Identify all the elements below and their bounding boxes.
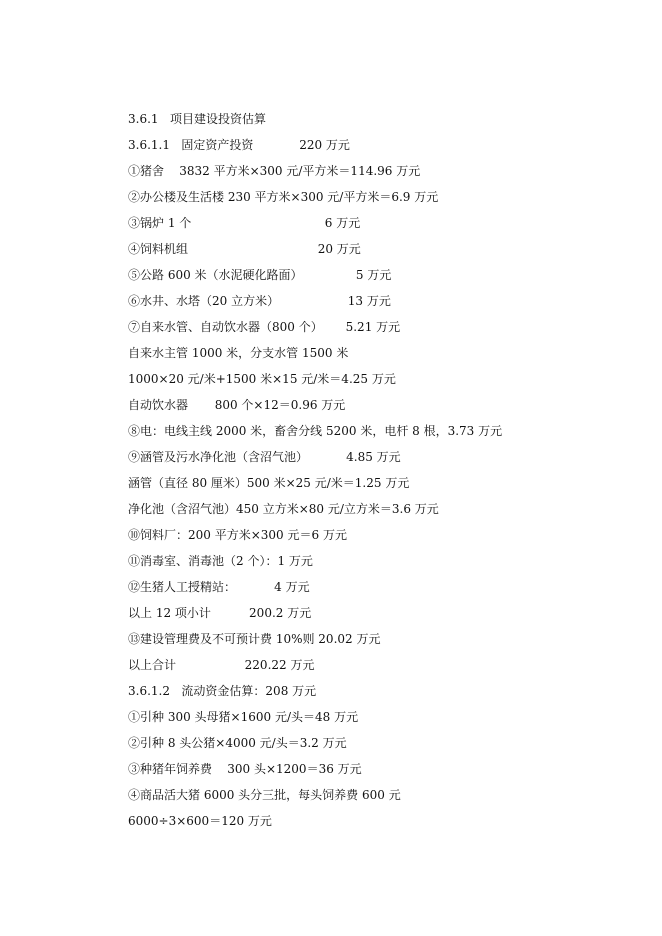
- text-line: ①引种 300 头母猪×1600 元/头＝48 万元: [128, 710, 359, 724]
- subsection-heading: 3.6.1.1 固定资产投资 220 万元: [128, 138, 350, 152]
- text-line: ④商品活大猪 6000 头分三批，每头饲养费 600 元: [128, 788, 401, 802]
- text-line: ⑫生猪人工授精站： 4 万元: [128, 580, 310, 594]
- text-line: 涵管（直径 80 厘米）500 米×25 元/米＝1.25 万元: [128, 476, 410, 490]
- text-line: ③种猪年饲养费 300 头×1200＝36 万元: [128, 762, 362, 776]
- text-line: ②办公楼及生活楼 230 平方米×300 元/平方米＝6.9 万元: [128, 190, 439, 204]
- text-line: ⑦自来水管、自动饮水器（800 个） 5.21 万元: [128, 320, 401, 334]
- total-line: 以上合计 220.22 万元: [128, 658, 315, 672]
- text-line: ④饲料机组 20 万元: [128, 242, 361, 256]
- text-line: 1000×20 元/米+1500 米×15 元/米＝4.25 万元: [128, 372, 396, 386]
- text-line: ⑤公路 600 米（水泥硬化路面） 5 万元: [128, 268, 392, 282]
- subsection-heading: 3.6.1.2 流动资金估算：208 万元: [128, 684, 317, 698]
- text-line: ⑪消毒室、消毒池（2 个）：1 万元: [128, 554, 313, 568]
- section-heading: 3.6.1 项目建设投资估算: [128, 112, 266, 126]
- text-line: ⑧电：电线主线 2000 米，畜舍分线 5200 米，电杆 8 根，3.73 万元: [128, 424, 503, 438]
- text-line: ⑬建设管理费及不可预计费 10%则 20.02 万元: [128, 632, 381, 646]
- text-line: ①猪舍 3832 平方米×300 元/平方米＝114.96 万元: [128, 164, 421, 178]
- text-line: ⑥水井、水塔（20 立方米） 13 万元: [128, 294, 391, 308]
- text-line: 自来水主管 1000 米，分支水管 1500 米: [128, 346, 349, 360]
- subtotal-line: 以上 12 项小计 200.2 万元: [128, 606, 312, 620]
- text-line: ②引种 8 头公猪×4000 元/头＝3.2 万元: [128, 736, 347, 750]
- text-line: ③锅炉 1 个 6 万元: [128, 216, 361, 230]
- text-line: ⑩饲料厂：200 平方米×300 元＝6 万元: [128, 528, 347, 542]
- text-line: 自动饮水器 800 个×12＝0.96 万元: [128, 398, 346, 412]
- text-line: ⑨涵管及污水净化池（含沼气池） 4.85 万元: [128, 450, 401, 464]
- text-line: 净化池（含沼气池）450 立方米×80 元/立方米＝3.6 万元: [128, 502, 439, 516]
- text-line: 6000÷3×600＝120 万元: [128, 814, 272, 828]
